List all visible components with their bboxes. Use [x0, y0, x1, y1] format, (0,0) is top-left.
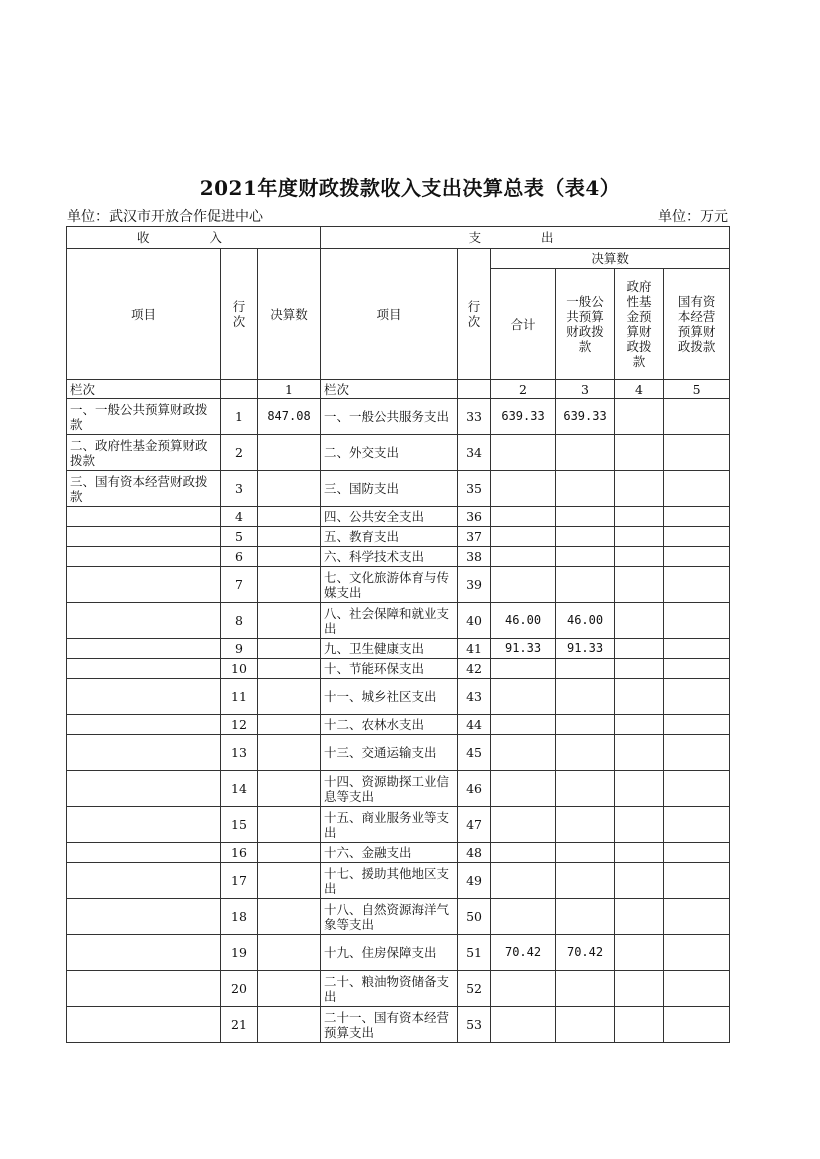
column-index-5: 5 — [664, 380, 730, 399]
table-row — [67, 843, 730, 863]
income-row-no-cell: 5 — [221, 527, 258, 547]
total-amount-cell — [491, 567, 556, 603]
table-row — [67, 863, 730, 899]
total-amount-cell — [491, 843, 556, 863]
table-row — [67, 435, 730, 471]
income-row-no-cell: 17 — [221, 863, 258, 899]
total-amount-cell — [491, 547, 556, 567]
income-amount-header: 决算数 — [258, 249, 321, 380]
expense-row-no-cell: 50 — [458, 899, 491, 935]
income-amount-cell — [258, 715, 321, 735]
income-row-no-cell: 11 — [221, 679, 258, 715]
general-budget-cell — [556, 771, 615, 807]
state-capital-cell — [664, 807, 730, 843]
income-item-cell — [67, 863, 221, 899]
expense-row-no-cell: 42 — [458, 659, 491, 679]
fund-budget-cell — [615, 567, 664, 603]
general-budget-cell: 46.00 — [556, 603, 615, 639]
expense-item-cell: 八、社会保障和就业支出 — [321, 603, 458, 639]
total-amount-cell — [491, 527, 556, 547]
income-amount-cell — [258, 843, 321, 863]
income-item-cell — [67, 1007, 221, 1043]
expense-item-header: 项目 — [321, 249, 458, 380]
table-row — [67, 471, 730, 507]
total-amount-cell — [491, 471, 556, 507]
expense-item-cell: 十五、商业服务业等支出 — [321, 807, 458, 843]
fund-budget-cell — [615, 771, 664, 807]
state-capital-cell — [664, 1007, 730, 1043]
income-row-no-cell: 15 — [221, 807, 258, 843]
expense-row-no-header: 行 次 — [458, 249, 491, 380]
income-amount-cell — [258, 863, 321, 899]
table-row — [67, 771, 730, 807]
expense-item-cell: 二、外交支出 — [321, 435, 458, 471]
income-amount-cell — [258, 807, 321, 843]
total-amount-cell — [491, 679, 556, 715]
income-row-no-cell: 16 — [221, 843, 258, 863]
column-index-empty-2 — [458, 380, 491, 399]
income-amount-cell — [258, 679, 321, 715]
fund-budget-cell — [615, 659, 664, 679]
fund-budget-cell — [615, 899, 664, 935]
page-title: 2021年度财政拨款收入支出决算总表（表4） — [199, 176, 621, 200]
expense-item-cell: 四、公共安全支出 — [321, 507, 458, 527]
income-row-no-header: 行 次 — [221, 249, 258, 380]
expense-row-no-cell: 36 — [458, 507, 491, 527]
table-row — [67, 679, 730, 715]
income-item-cell — [67, 507, 221, 527]
state-capital-cell — [664, 771, 730, 807]
table-row — [67, 807, 730, 843]
state-capital-cell — [664, 843, 730, 863]
income-row-no-cell: 12 — [221, 715, 258, 735]
income-item-cell — [67, 771, 221, 807]
expense-row-no-cell: 38 — [458, 547, 491, 567]
expense-row-no-cell: 51 — [458, 935, 491, 971]
income-row-no-cell: 4 — [221, 507, 258, 527]
general-budget-cell — [556, 507, 615, 527]
total-amount-cell — [491, 971, 556, 1007]
general-budget-cell — [556, 471, 615, 507]
total-amount-cell: 70.42 — [491, 935, 556, 971]
state-capital-cell — [664, 899, 730, 935]
total-amount-cell — [491, 899, 556, 935]
fund-budget-cell — [615, 603, 664, 639]
income-row-no-cell: 18 — [221, 899, 258, 935]
state-capital-cell — [664, 935, 730, 971]
state-capital-cell — [664, 567, 730, 603]
income-amount-cell — [258, 735, 321, 771]
expense-row-no-cell: 45 — [458, 735, 491, 771]
expense-row-no-cell: 52 — [458, 971, 491, 1007]
expense-item-cell: 三、国防支出 — [321, 471, 458, 507]
income-amount-cell — [258, 527, 321, 547]
state-capital-cell — [664, 735, 730, 771]
total-amount-cell — [491, 735, 556, 771]
total-amount-cell — [491, 435, 556, 471]
income-amount-cell — [258, 603, 321, 639]
general-budget-cell — [556, 863, 615, 899]
income-row-no-cell: 3 — [221, 471, 258, 507]
income-amount-cell: 847.08 — [258, 399, 321, 435]
expense-item-cell: 十二、农林水支出 — [321, 715, 458, 735]
income-row-no-cell: 2 — [221, 435, 258, 471]
income-amount-cell — [258, 659, 321, 679]
fund-budget-cell — [615, 715, 664, 735]
income-item-cell — [67, 899, 221, 935]
expense-row-no-cell: 43 — [458, 679, 491, 715]
income-row-no-cell: 7 — [221, 567, 258, 603]
income-row-no-cell: 6 — [221, 547, 258, 567]
income-item-cell — [67, 659, 221, 679]
total-amount-cell — [491, 771, 556, 807]
fund-budget-cell — [615, 679, 664, 715]
expense-row-no-cell: 46 — [458, 771, 491, 807]
fund-budget-cell — [615, 435, 664, 471]
general-budget-cell: 639.33 — [556, 399, 615, 435]
column-index-empty — [221, 380, 258, 399]
income-amount-cell — [258, 771, 321, 807]
total-amount-cell — [491, 659, 556, 679]
total-amount-cell — [491, 715, 556, 735]
income-amount-cell — [258, 639, 321, 659]
expense-section-header: 支 出 — [321, 227, 730, 249]
income-item-cell: 一、一般公共预算财政拨款 — [67, 399, 221, 435]
expense-item-cell: 六、科学技术支出 — [321, 547, 458, 567]
expense-row-no-cell: 49 — [458, 863, 491, 899]
fund-budget-header: 政府 性基 金预 算财 政拨 款 — [615, 269, 664, 380]
total-amount-cell — [491, 1007, 556, 1043]
income-section-header: 收 入 — [67, 227, 321, 249]
state-capital-cell — [664, 971, 730, 1007]
fund-budget-cell — [615, 547, 664, 567]
income-item-cell — [67, 567, 221, 603]
column-index-4: 4 — [615, 380, 664, 399]
state-capital-cell — [664, 659, 730, 679]
total-amount-cell: 46.00 — [491, 603, 556, 639]
expense-item-cell: 十九、住房保障支出 — [321, 935, 458, 971]
fund-budget-cell — [615, 735, 664, 771]
income-item-cell — [67, 843, 221, 863]
income-amount-cell — [258, 471, 321, 507]
state-capital-header: 国有资 本经营 预算财 政拨款 — [664, 269, 730, 380]
income-row-no-cell: 9 — [221, 639, 258, 659]
state-capital-cell — [664, 679, 730, 715]
income-row-no-cell: 13 — [221, 735, 258, 771]
general-budget-cell — [556, 435, 615, 471]
table-row — [67, 715, 730, 735]
income-amount-cell — [258, 567, 321, 603]
income-item-cell — [67, 639, 221, 659]
fund-budget-cell — [615, 1007, 664, 1043]
general-budget-cell — [556, 1007, 615, 1043]
expense-row-no-cell: 48 — [458, 843, 491, 863]
table-row — [67, 659, 730, 679]
expense-item-cell: 十一、城乡社区支出 — [321, 679, 458, 715]
income-item-cell — [67, 527, 221, 547]
expense-item-cell: 十、节能环保支出 — [321, 659, 458, 679]
column-index-3: 3 — [556, 380, 615, 399]
income-row-no-cell: 14 — [221, 771, 258, 807]
general-budget-cell — [556, 899, 615, 935]
income-item-cell — [67, 807, 221, 843]
unit-organization: 单位：武汉市开放合作促进中心 — [67, 209, 263, 225]
expense-row-no-cell: 33 — [458, 399, 491, 435]
income-row-no-cell: 20 — [221, 971, 258, 1007]
fund-budget-cell — [615, 639, 664, 659]
state-capital-cell — [664, 863, 730, 899]
expense-item-cell: 十四、资源勘探工业信息等支出 — [321, 771, 458, 807]
column-index-label: 栏次 — [67, 380, 221, 399]
general-budget-cell — [556, 567, 615, 603]
income-item-cell — [67, 603, 221, 639]
fund-budget-cell — [615, 399, 664, 435]
table-row — [67, 567, 730, 603]
expense-row-no-cell: 41 — [458, 639, 491, 659]
income-row-no-cell: 21 — [221, 1007, 258, 1043]
general-budget-cell — [556, 527, 615, 547]
income-row-no-cell: 19 — [221, 935, 258, 971]
budget-table — [66, 226, 730, 1043]
income-amount-cell — [258, 899, 321, 935]
fund-budget-cell — [615, 935, 664, 971]
total-amount-cell: 639.33 — [491, 399, 556, 435]
column-index-label-2: 栏次 — [321, 380, 458, 399]
table-row — [67, 735, 730, 771]
expense-item-cell: 九、卫生健康支出 — [321, 639, 458, 659]
general-budget-cell — [556, 679, 615, 715]
fund-budget-cell — [615, 971, 664, 1007]
table-row — [67, 1007, 730, 1043]
income-item-cell — [67, 735, 221, 771]
income-amount-cell — [258, 1007, 321, 1043]
fund-budget-cell — [615, 471, 664, 507]
income-item-cell — [67, 547, 221, 567]
fund-budget-cell — [615, 507, 664, 527]
income-item-cell — [67, 715, 221, 735]
income-item-cell — [67, 679, 221, 715]
expense-item-cell: 十七、援助其他地区支出 — [321, 863, 458, 899]
income-amount-cell — [258, 547, 321, 567]
table-row — [67, 603, 730, 639]
table-row — [67, 971, 730, 1007]
income-row-no-cell: 1 — [221, 399, 258, 435]
general-budget-cell — [556, 843, 615, 863]
general-budget-cell — [556, 547, 615, 567]
income-item-cell — [67, 935, 221, 971]
state-capital-cell — [664, 527, 730, 547]
table-row — [67, 527, 730, 547]
table-row — [67, 639, 730, 659]
fund-budget-cell — [615, 527, 664, 547]
expense-row-no-cell: 40 — [458, 603, 491, 639]
fund-budget-cell — [615, 863, 664, 899]
expense-row-no-cell: 53 — [458, 1007, 491, 1043]
income-amount-cell — [258, 507, 321, 527]
expense-row-no-cell: 34 — [458, 435, 491, 471]
income-amount-cell — [258, 935, 321, 971]
income-amount-cell — [258, 435, 321, 471]
general-budget-cell: 91.33 — [556, 639, 615, 659]
expense-row-no-cell: 39 — [458, 567, 491, 603]
general-budget-cell — [556, 807, 615, 843]
general-budget-cell — [556, 735, 615, 771]
table-row — [67, 935, 730, 971]
amount-group-header: 决算数 — [491, 249, 730, 269]
income-amount-cell — [258, 971, 321, 1007]
general-budget-cell: 70.42 — [556, 935, 615, 971]
fund-budget-cell — [615, 807, 664, 843]
general-budget-header: 一般公 共预算 财政拨 款 — [556, 269, 615, 380]
total-amount-cell — [491, 507, 556, 527]
state-capital-cell — [664, 639, 730, 659]
table-row — [67, 547, 730, 567]
expense-row-no-cell: 44 — [458, 715, 491, 735]
table-row — [67, 507, 730, 527]
state-capital-cell — [664, 507, 730, 527]
expense-item-cell: 二十一、国有资本经营预算支出 — [321, 1007, 458, 1043]
income-row-no-cell: 8 — [221, 603, 258, 639]
column-index-1: 1 — [258, 380, 321, 399]
expense-row-no-cell: 37 — [458, 527, 491, 547]
expense-item-cell: 十三、交通运输支出 — [321, 735, 458, 771]
table-row — [67, 399, 730, 435]
unit-currency: 单位：万元 — [658, 209, 728, 225]
expense-item-cell: 十六、金融支出 — [321, 843, 458, 863]
column-index-2: 2 — [491, 380, 556, 399]
total-amount-cell: 91.33 — [491, 639, 556, 659]
income-item-cell: 三、国有资本经营财政拨款 — [67, 471, 221, 507]
expense-item-cell: 十八、自然资源海洋气象等支出 — [321, 899, 458, 935]
total-header: 合计 — [491, 269, 556, 380]
expense-item-cell: 五、教育支出 — [321, 527, 458, 547]
total-amount-cell — [491, 807, 556, 843]
expense-row-no-cell: 47 — [458, 807, 491, 843]
state-capital-cell — [664, 471, 730, 507]
state-capital-cell — [664, 715, 730, 735]
income-row-no-cell: 10 — [221, 659, 258, 679]
table-row — [67, 899, 730, 935]
state-capital-cell — [664, 547, 730, 567]
general-budget-cell — [556, 715, 615, 735]
expense-item-cell: 七、文化旅游体育与传媒支出 — [321, 567, 458, 603]
income-item-cell: 二、政府性基金预算财政拨款 — [67, 435, 221, 471]
total-amount-cell — [491, 863, 556, 899]
expense-item-cell: 一、一般公共服务支出 — [321, 399, 458, 435]
expense-item-cell: 二十、粮油物资储备支出 — [321, 971, 458, 1007]
income-item-header: 项目 — [67, 249, 221, 380]
income-item-cell — [67, 971, 221, 1007]
general-budget-cell — [556, 971, 615, 1007]
general-budget-cell — [556, 659, 615, 679]
state-capital-cell — [664, 435, 730, 471]
fund-budget-cell — [615, 843, 664, 863]
state-capital-cell — [664, 399, 730, 435]
state-capital-cell — [664, 603, 730, 639]
expense-row-no-cell: 35 — [458, 471, 491, 507]
